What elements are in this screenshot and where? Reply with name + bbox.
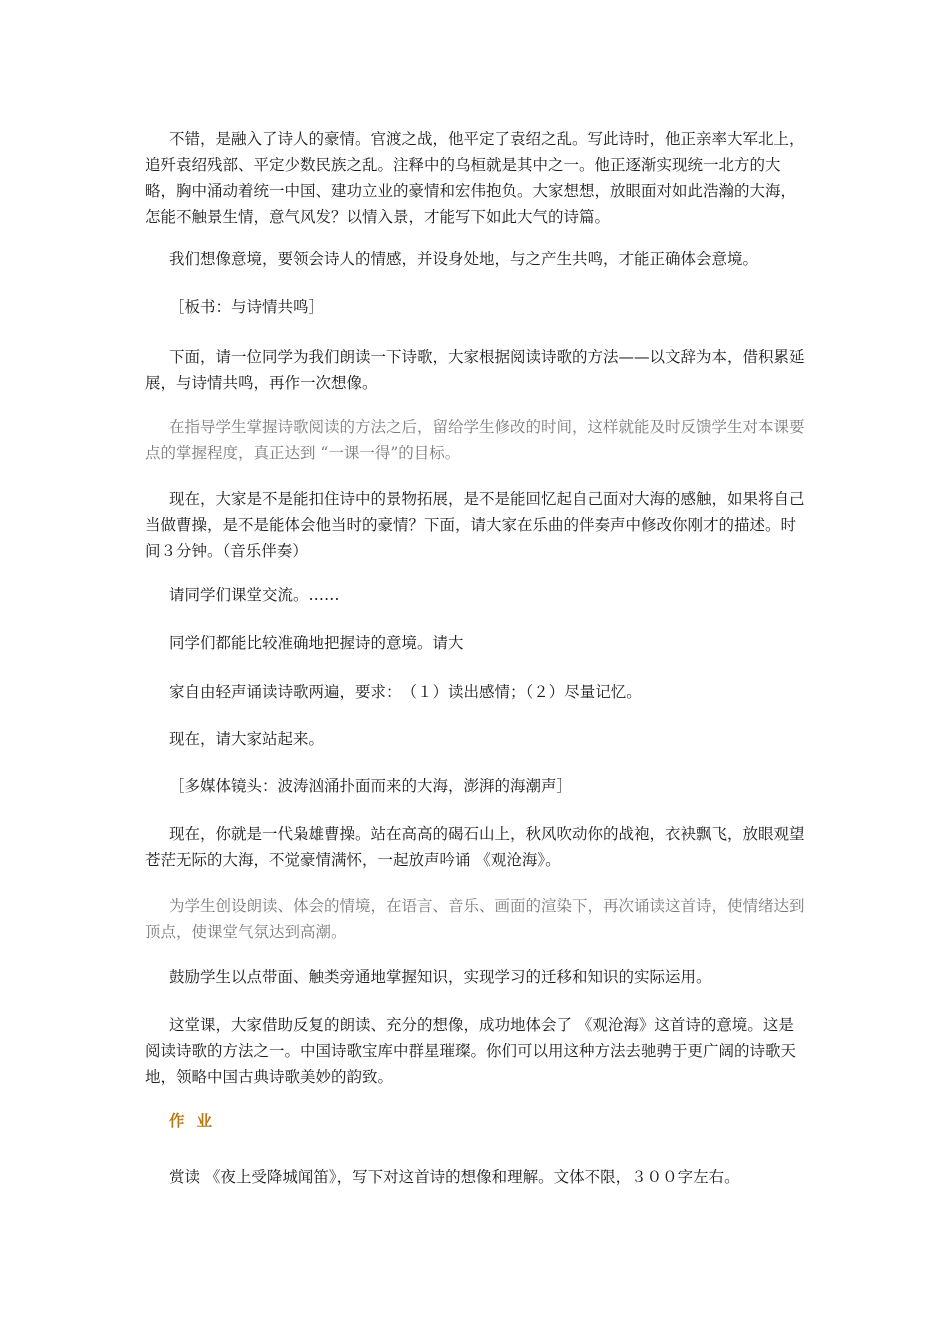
paragraph-analysis: 不错，是融入了诗人的豪情。官渡之战，他平定了袁绍之乱。写此诗时，他正亲率大军北上，追歼袁绍残部、平定少数民族之乱。注释中的乌桓就是其中之一。他正逐渐实现统一北方的大略，胸中涌动着统一中国、建功立业的豪情和宏伟抱负。大家想想，放眼面对如此浩瀚的大海，怎能不触景生情，意气风发？以情入景，才能写下如此大气的诗篇。 <box>145 130 805 226</box>
paragraph-reading-method: 下面，请一位同学为我们朗读一下诗歌，大家根据阅读诗歌的方法——以文辞为本，借积累延展，与诗情共鸣，再作一次想像。 <box>145 348 805 392</box>
multimedia-note: ［多媒体镜头：波涛汹涌扑面而来的大海，澎湃的海潮声］ <box>169 777 573 795</box>
paragraph-recite: 家自由轻声诵读诗歌两遍，要求： （１）读出感情；（２）尽量记忆。 <box>169 683 642 701</box>
paragraph-grasp: 同学们都能比较准确地把握诗的意境。请大 <box>169 634 464 652</box>
homework-task: 赏读 《夜上受降城闻笛》，写下对这首诗的想像和理解。文体不限，３００字左右。 <box>169 1168 740 1186</box>
homework-heading: 作业 <box>169 1111 225 1130</box>
paragraph-revise: 现在，大家是不是能扣住诗中的景物拓展，是不是能回忆起自己面对大海的感触，如果将自己当做曹操，是不是能体会他当时的豪情？下面，请大家在乐曲的伴奏声中修改你刚才的描述。时间３分钟。（音乐伴奏） <box>145 490 805 560</box>
paragraph-transfer: 鼓励学生以点带面、触类旁通地掌握知识，实现学习的迁移和知识的实际运用。 <box>169 968 712 986</box>
paragraph-stand-up: 现在，请大家站起来。 <box>169 730 325 748</box>
paragraph-empathy: 我们想像意境，要领会诗人的情感，并设身处地，与之产生共鸣，才能正确体会意境。 <box>169 250 759 268</box>
paragraph-cao-cao: 现在，你就是一代枭雄曹操。站在高高的碣石山上，秋风吹动你的战袍，衣袂飘飞，放眼观望苍茫无际的大海，不觉豪情满怀，一起放声吟诵 《观沧海》。 <box>145 825 805 869</box>
paragraph-exchange: 请同学们课堂交流。…… <box>169 586 340 604</box>
teaching-note-feedback: 在指导学生掌握诗歌阅读的方法之后，留给学生修改的时间，这样就能及时反馈学生对本课要点的掌握程度，真正达到 “一课一得”的目标。 <box>145 418 805 462</box>
paragraph-summary: 这堂课，大家借助反复的朗读、充分的想像，成功地体会了 《观沧海》这首诗的意境。这是阅读诗歌的方法之一。中国诗歌宝库中群星璀璨。你们可以用这种方法去驰骋于更广阔的诗歌天地，领略中国古典诗歌美妙的韵致。 <box>145 1016 797 1086</box>
board-note: ［板书：与诗情共鸣］ <box>169 298 325 316</box>
teaching-note-atmosphere: 为学生创设朗读、体会的情境，在语言、音乐、画面的渲染下，再次诵读这首诗，使情绪达到顶点，使课堂气氛达到高潮。 <box>145 897 805 941</box>
